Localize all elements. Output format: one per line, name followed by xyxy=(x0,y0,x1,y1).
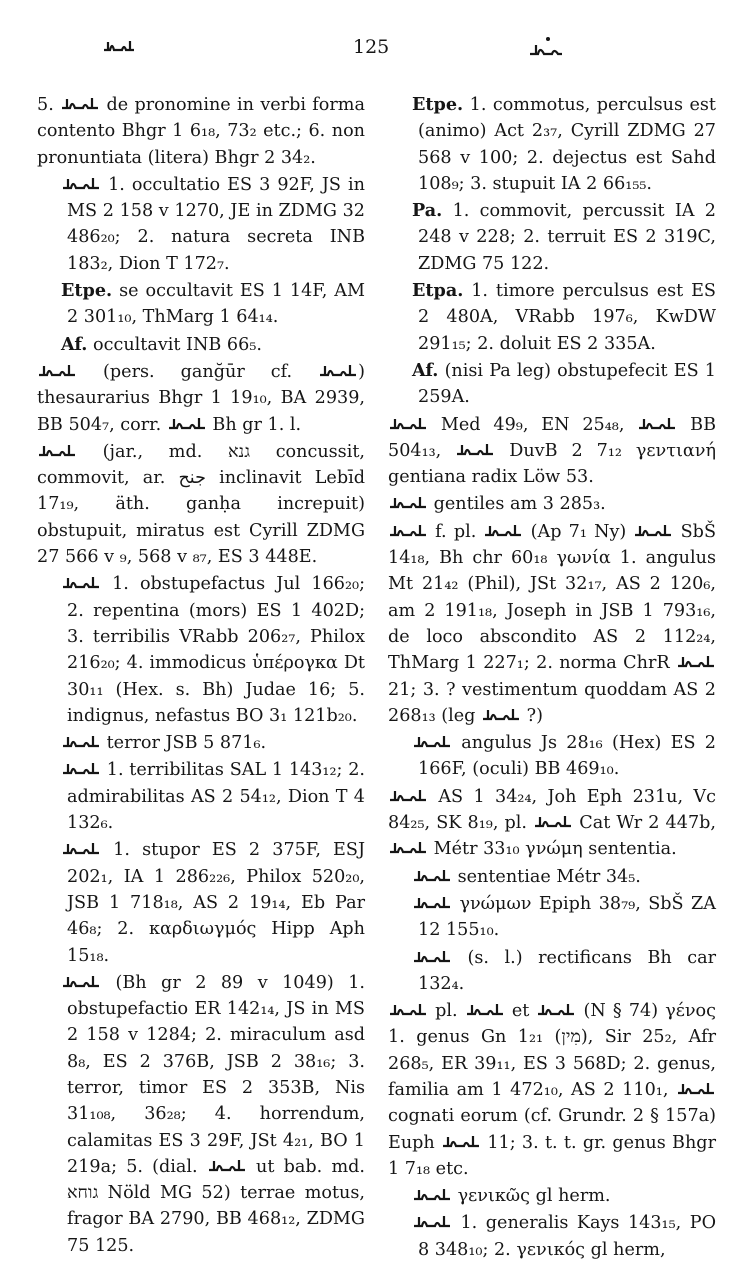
syriac-word-icon xyxy=(61,95,99,112)
syriac-word-icon xyxy=(677,1080,715,1097)
entry-terribilitas: 1. terribilitas SAL 1 143₁₂; 2. admirabilitas AS 2 54₁₂, Dion T 4 132₆. xyxy=(37,757,365,836)
syriac-word-icon xyxy=(466,1001,504,1018)
entry-generalis: 1. generalis Kays 143₁₅, PO 8 348₁₀; 2. γενικός gl herm, xyxy=(388,1210,716,1263)
entry-stupor: 1. stupor ES 2 375F, ESJ 202₁, IA 1 286₂₂₆, Philox 520₂₀, JSB 1 718₁₈, AS 2 19₁₄, Eb Par 46₈; 2. καρδιωγμός Hipp Aph 15₁₈. xyxy=(37,837,365,968)
entry-af-occultavit: Af. occultavit INB 66₅. xyxy=(61,333,262,355)
entry-obstupefactus: 1. obstupefactus Jul 166₂₀; 2. repentina (mors) ES 1 402D; 3. terribilis VRabb 206₂₇, Philox 216₂₀; 4. immodicus ὑπέρογκα Dt 30₁₁ (Hex. s. Bh) Judae 16; 5. indignus, nefastus BO 3₁ 121b₂₀. xyxy=(37,571,365,729)
syriac-word-icon xyxy=(634,522,672,539)
syriac-word-icon xyxy=(62,973,100,990)
entry-genus: pl. et (N § 74) γένος 1. genus Gn 1₂₁ (מִין), Sir 25₂, Afr 268₅, ER 39₁₁, ES 3 568D; 2. genus, familia am 1 472₁₀, AS 2 110₁, cognati eorum (cf. Grundr. 2 § 157a) Euph 11; 3. t. t. gr. genus Bhgr 1 7₁₈ etc. xyxy=(388,1001,716,1179)
syriac-word-icon xyxy=(456,441,494,458)
syriac-word-icon xyxy=(534,813,572,830)
entry-sententia: AS 1 34₂₄, Joh Eph 231u, Vc 84₂₅, SK 8₁₉, pl. Cat Wr 2 447b, Métr 33₁₀ γνώμη sententia. xyxy=(388,786,716,860)
syriac-word-icon xyxy=(413,1186,451,1203)
right-column xyxy=(388,92,716,1264)
syriac-word-icon xyxy=(62,574,100,591)
syriac-word-icon xyxy=(413,867,451,884)
syriac-word-icon xyxy=(413,948,451,965)
entry-occultatio: 1. occultatio ES 3 92F, JS in MS 2 158 v 1270, JE in ZDMG 32 486₂₀; 2. natura secreta INB 183₂, Dion T 172₇. xyxy=(37,172,365,277)
syriac-word-icon xyxy=(413,733,451,750)
syriac-word-icon xyxy=(168,415,206,432)
entry-af-obstupefecit: Af. (nisi Pa leg) obstupefecit ES 1 259A. xyxy=(412,359,716,408)
entry-sententiae: sententiae Métr 34₅. xyxy=(388,864,716,890)
syriac-word-icon xyxy=(319,362,357,379)
syriac-word-icon xyxy=(482,706,520,723)
syriac-word-icon xyxy=(677,653,715,670)
syriac-word-icon xyxy=(442,1133,480,1150)
entry-angulus-hex: angulus Js 28₁₆ (Hex) ES 2 166F, (oculi) BB 469₁₀. xyxy=(388,730,716,783)
syriac-word-icon xyxy=(62,733,100,750)
syriac-word-icon xyxy=(413,894,451,911)
syriac-word-icon xyxy=(62,840,100,857)
entry-concussit: (jar., md. גנא concussit, commovit, ar. جنح inclinavit Lebīd 17₁₉, äth. ganḥa increpuit) obstupuit, miratus est Cyrill ZDMG 27 566 v ₉, 568 v ₈₇, ES 3 448E. xyxy=(37,441,365,568)
syriac-word-icon xyxy=(62,175,100,192)
syriac-word-icon xyxy=(389,787,427,804)
syriac-word-icon xyxy=(38,362,76,379)
entry-genikos-adv: γενικῶς gl herm. xyxy=(388,1183,716,1209)
syriac-word-icon xyxy=(389,522,427,539)
entry-etpe-commotus: Etpe. 1. commotus, perculsus est (animo) Act 2₃₇, Cyrill ZDMG 27 568 v 100; 2. dejectus est Sahd 108₉; 3. stupuit IA 2 66₁₅₅. xyxy=(412,94,716,194)
page-number: 125 xyxy=(353,36,390,58)
syriac-word-icon xyxy=(389,1001,427,1018)
entry-terror: terror JSB 5 871₆. xyxy=(37,730,365,756)
entry-angulus: f. pl. (Ap 7₁ Ny) SbŠ 14₁₈, Bh chr 60₁₈ γωνία 1. angulus Mt 21₄₂ (Phil), JSt 32₁₇, AS 2 120₆, am 2 191₁₈, Joseph in JSB 1 793₁₆, de loco abscondito AS 2 112₂₄, ThMarg 1 227₁; 2. norma ChrR 21; 3. ? vestimentum quoddam AS 2 268₁₃ (leg ?) xyxy=(388,521,716,726)
entry-gentiles: gentiles am 3 285₃. xyxy=(388,491,716,517)
entry-etpe-occultavit: Etpe. se occultavit ES 1 14F, AM 2 301₁₀, ThMarg 1 64₁₄. xyxy=(61,280,365,328)
entry-gnomon: γνώμων Epiph 38₇₉, SbŠ ZA 12 155₁₀. xyxy=(388,891,716,944)
syriac-word-icon xyxy=(638,415,676,432)
syriac-word-icon xyxy=(389,839,427,856)
syriac-word-icon xyxy=(484,522,522,539)
syriac-word-icon xyxy=(413,1213,451,1230)
syriac-word-icon xyxy=(208,1157,246,1174)
syriac-word-icon xyxy=(389,415,427,432)
entry-thesaurarius: (pers. ganğūr cf. ) thesaurarius Bhgr 1 19₁₀, BA 2939, BB 504₇, corr. Bh gr 1. l. xyxy=(37,361,365,435)
syriac-word-icon xyxy=(62,760,100,777)
page-header xyxy=(0,36,750,76)
left-running-head-syriac-icon xyxy=(102,38,136,58)
entry-gentiana: Med 49₉, EN 25₄₈, BB 504₁₃, DuvB 2 7₁₂ γεντιανή gentiana radix Löw 53. xyxy=(388,414,717,488)
entry-obstupefactio: (Bh gr 2 89 v 1049) 1. obstupefactio ER 142₁₄, JS in MS 2 158 v 1284; 2. miraculum asd 8₈, ES 2 376B, JSB 2 38₁₆; 3. terror, timor ES 2 353B, Nis 31₁₀₈, 36₂₈; 4. horrendum, calamitas ES 3 29F, JSt 4₂₁, BO 1 219a; 5. (dial. ut bab. md. גוחא Nöld MG 52) terrae motus, fragor BA 2790, BB 468₁₂, ZDMG 75 125. xyxy=(37,970,365,1259)
entry-rectificans: (s. l.) rectificans Bh car 132₄. xyxy=(388,945,716,998)
right-running-head-syriac-icon xyxy=(528,36,564,62)
syriac-word-icon xyxy=(38,442,76,459)
syriac-word-icon xyxy=(537,1001,575,1018)
entry-etpa-timore: Etpa. 1. timore perculsus est ES 2 480A, VRabb 197₆, KwDW 291₁₅; 2. doluit ES 2 335A. xyxy=(412,280,716,354)
left-column xyxy=(37,92,365,1260)
syriac-word-icon xyxy=(389,494,427,511)
entry-pa-commovit: Pa. 1. commovit, percussit IA 2 248 v 228; 2. terruit ES 2 319C, ZDMG 75 122. xyxy=(412,200,716,274)
entry-5-pronoun: 5. de pronomine in verbi forma contento Bhgr 1 6₁₈, 73₂ etc.; 6. non pronuntiata (litera) Bhgr 2 34₂. xyxy=(37,95,365,168)
